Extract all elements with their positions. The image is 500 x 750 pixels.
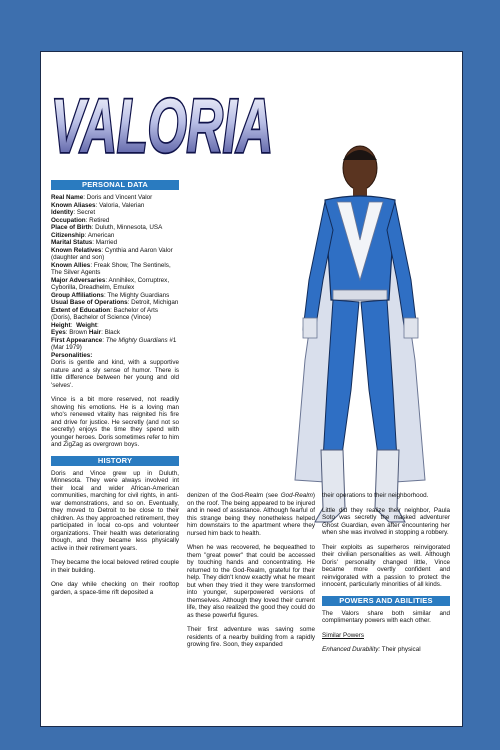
enhanced-durability: Enhanced Durability: Their physical <box>322 646 421 653</box>
valoria-logo <box>47 70 279 176</box>
history-col1-paragraph: They became the local beloved retired couple in their building. <box>51 559 179 574</box>
column-middle <box>187 492 315 656</box>
personal-data-fields <box>51 194 179 329</box>
field-identity: Identity: Secret <box>51 209 96 216</box>
history-text-col2 <box>187 544 315 649</box>
powers-intro: The Valors share both similar and complimentary powers with each other. <box>322 609 450 624</box>
history-paragraph: denizen of the God-Realm (see God-Realm) on the roof. The being appeared to be injured and in need of assistance. Although fearful of this strange being they nonetheless helped him downstairs to the apartment where they nursed him back to health. <box>187 492 315 537</box>
field-known-relatives: Known Relatives: Cynthia and Aaron Valor (daughter and son) <box>51 246 173 261</box>
field-height: Height: <box>51 321 75 329</box>
field-occupation: Occupation: Retired <box>51 216 110 224</box>
col3-paras-paragraph: Their exploits as superheros reinvigorated their civilian personalities as well. Although Doris' personality changed little, Vince became more overtly confident and reinvigorated with a passion to protect the innocent, particularly minorities of all kinds. <box>322 543 450 588</box>
personality-paras-paragraph: Doris is gentle and kind, with a supportive nature and a sly sense of humor. There is little difference between her young and old 'selves'. <box>51 359 179 389</box>
powers-heading: POWERS AND ABILITIES <box>322 596 450 606</box>
history-text-col3 <box>322 492 450 589</box>
history-heading: HISTORY <box>51 456 179 466</box>
history-text-col1 <box>51 470 179 597</box>
column-left <box>51 180 179 603</box>
field-known-aliases: Known Aliases: Valoria, Valerian <box>51 201 145 209</box>
hero-illustration <box>265 130 455 532</box>
field-group-affiliations: Group Affiliations: The Mighty Guardians <box>51 291 170 299</box>
field-extent-of-education: Extent of Education: Bachelor of Arts (Doris), Bachelor of Science (Vince) <box>51 306 159 321</box>
history-col1-paragraph: One day while checking on their rooftop garden, a space-time rift deposited a <box>51 581 179 596</box>
personality-paras-paragraph: Vince is a bit more reserved, not readily showing his emotions. He is a loving man who's renewed vitality has reignited his fire and drive for justice. He secretly (and not so secretly) enjoys the time they spend with younger heroes. Doris sometimes refer to him and ZigZag as overgrown boys. <box>51 396 179 448</box>
field-real-name: Real Name: Doris and Vincent Valor <box>51 194 153 201</box>
field-eyes-hair: Eyes: Brown Hair: Black <box>51 329 120 336</box>
field-citizenship: Citizenship: American <box>51 231 115 239</box>
field-major-adversaries: Major Adversaries: Annihilex, Corruptrex, Cyborilla, Dreadhelm, Emulex <box>51 276 170 291</box>
personalities-label: Personalities: <box>51 351 93 359</box>
column-right <box>322 492 450 661</box>
personalities-text <box>51 359 179 449</box>
similar-powers-label: Similar Powers <box>322 631 364 639</box>
field-place-of-birth: Place of Birth: Duluth, Minnesota, USA <box>51 224 163 231</box>
character-sheet-page <box>40 51 463 727</box>
history-col1-paragraph: Doris and Vince grew up in Duluth, Minnesota. They were always involved int their local and wider African-American communities, marching for civil rights, in anti-war demonstrations, and so on. Eventually, they moved to Detroit to be close to their children. As they approached retirement, they participated in local co-ops and volunteer organizations. Their health was deteriorating though, and they became less physically active in their retirement years. <box>51 469 179 552</box>
col2-paras-paragraph: When he was recovered, he bequeathed to them "great power" that could be accessed by touching hands and concentrating. He returned to the God-Realm, grateful for their help. They didn't know exactly what he meant but when they tried it they were transformed into younger, superpowered versions of themselves. Although they loved their current life, they also realized the good they could do as these powerful figures. <box>187 544 315 619</box>
col2-paras-paragraph: Their first adventure was saving some residents of a nearby building from a rapidly growing fire. Soon, they expanded <box>187 626 315 648</box>
field-marital-status: Marital Status: Married <box>51 239 118 246</box>
logo-text: VALORIA <box>51 84 273 169</box>
field-usual-base-of-operations: Usual Base of Operations: Detroit, Michigan <box>51 299 179 306</box>
personal-data-heading: PERSONAL DATA <box>51 180 179 190</box>
field-weight: Weight: <box>76 321 99 329</box>
field-first-appearance: First Appearance: The Mighty Guardians #1 (Mar 1979) <box>51 336 177 351</box>
col3-paras-paragraph: Little did they realize their neighbor, Paula Soto was secretly the masked adventurer Ghost Guardian, even after encountering her when she was involved in stopping a robbery. <box>322 506 450 536</box>
field-known-allies: Known Allies: Freak Show, The Sentinels, The Silver Agents <box>51 261 171 276</box>
col3-paras-paragraph: their operations to their neighborhood. <box>322 492 429 499</box>
